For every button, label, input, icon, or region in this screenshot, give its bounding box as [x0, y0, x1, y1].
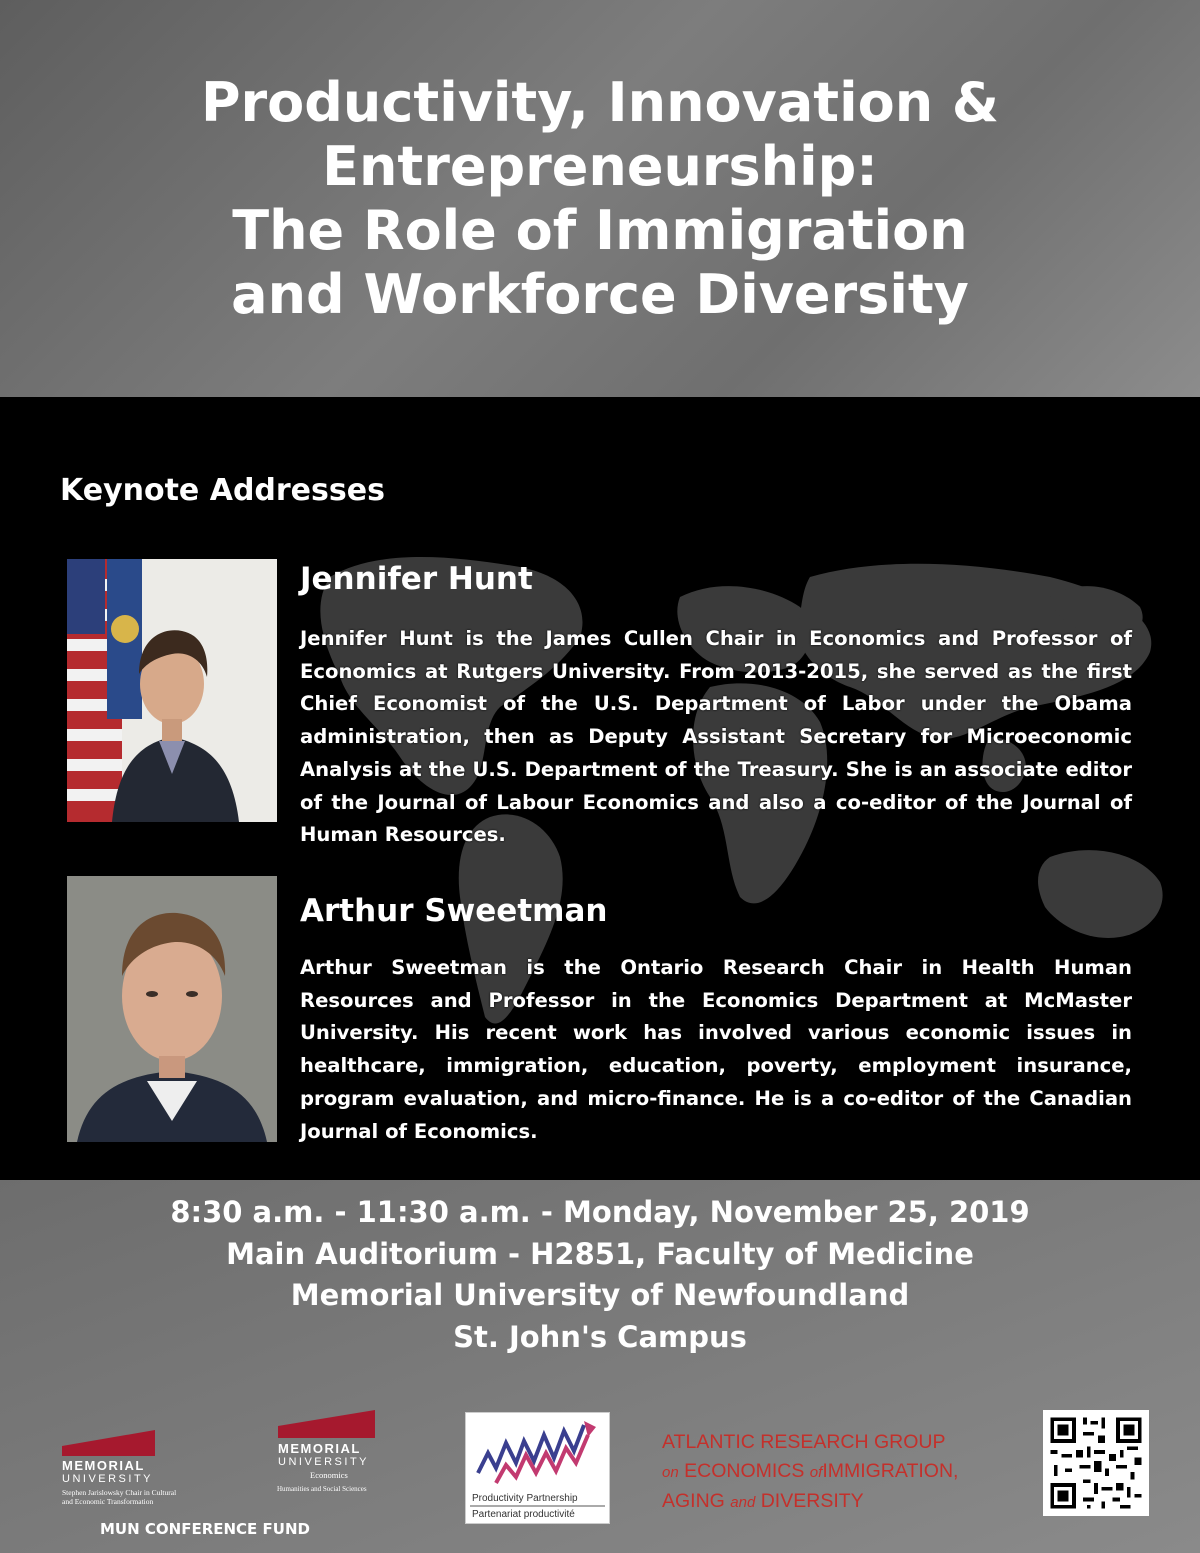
mun1-sub1: Stephen Jarislowsky Chair in Cultural	[62, 1488, 177, 1497]
title-line-4: and Workforce Diversity	[231, 262, 969, 326]
mun1-word1: MEMORIAL	[62, 1458, 145, 1473]
arg-line-1: ATLANTIC RESEARCH GROUP	[662, 1431, 946, 1453]
pp-english-label: Productivity Partnership	[472, 1493, 578, 1504]
mun2-word2: UNIVERSITY	[278, 1456, 370, 1468]
memorial-university-logo-jarislowsky	[60, 1418, 240, 1508]
speaker-name-hunt: Jennifer Hunt	[300, 561, 533, 597]
mun2-sub1: Economics	[310, 1470, 348, 1480]
title-line-3: The Role of Immigration	[232, 198, 968, 262]
pp-french-label: Partenariat productivité	[472, 1509, 575, 1520]
arg-line-3: AGING and DIVERSITY	[662, 1490, 864, 1512]
speaker-photo-sweetman	[67, 876, 277, 1142]
keynote-section	[0, 397, 1200, 1180]
event-campus: St. John's Campus	[453, 1319, 747, 1354]
speaker-bio-sweetman: Arthur Sweetman is the Ontario Research Chair in Health Human Resources and Professor in the Economics Department at McMaster University. His recent work has involved various economic issues in healthcare, immigration, education, poverty, employment insurance, program evaluation, and micro-finance. He is a co-editor of the Canadian Journal of Economics.	[300, 956, 1132, 1143]
event-time: 8:30 a.m. - 11:30 a.m. - Monday, November 25, 2019	[170, 1195, 1030, 1229]
event-title	[100, 71, 1100, 327]
speaker-bio-hunt: Jennifer Hunt is the James Cullen Chair in Economics and Professor of Economics at Rutgers University. From 2013-2015, she served as the first Chief Economist of the U.S. Department of Labor under the Obama administration, then as Deputy Assistant Secretary for Microeconomic Analysis at the U.S. Department of the Treasury. She is an associate editor of the Journal of Labour Economics and also a co-editor of the Journal of Human Resources.	[300, 627, 1132, 847]
speaker-name-sweetman: Arthur Sweetman	[300, 893, 608, 929]
mun2-sub2: Humanities and Social Sciences	[277, 1485, 367, 1493]
atlantic-research-group-logo	[662, 1428, 958, 1517]
event-details	[0, 1192, 1200, 1358]
mun1-sub2: and Economic Transformation	[62, 1497, 154, 1506]
mun2-word1: MEMORIAL	[278, 1441, 361, 1456]
speaker-photo-hunt	[67, 559, 277, 822]
event-location: Main Auditorium - H2851, Faculty of Medicine	[226, 1236, 974, 1271]
arg-line-2: on ECONOMICS ofIMMIGRATION,	[662, 1460, 959, 1482]
keynote-heading: Keynote Addresses	[60, 473, 385, 508]
qr-code[interactable]	[1043, 1410, 1149, 1516]
memorial-university-logo-economics	[275, 1408, 400, 1503]
productivity-partnership-logo	[465, 1412, 610, 1524]
event-university: Memorial University of Newfoundland	[290, 1278, 910, 1312]
mun1-word2: UNIVERSITY	[62, 1473, 154, 1485]
title-line-1: Productivity, Innovation &	[200, 70, 1000, 134]
title-header	[0, 0, 1200, 397]
conference-fund-label: MUN CONFERENCE FUND	[100, 1520, 310, 1538]
title-line-2: Entrepreneurship:	[322, 134, 878, 198]
